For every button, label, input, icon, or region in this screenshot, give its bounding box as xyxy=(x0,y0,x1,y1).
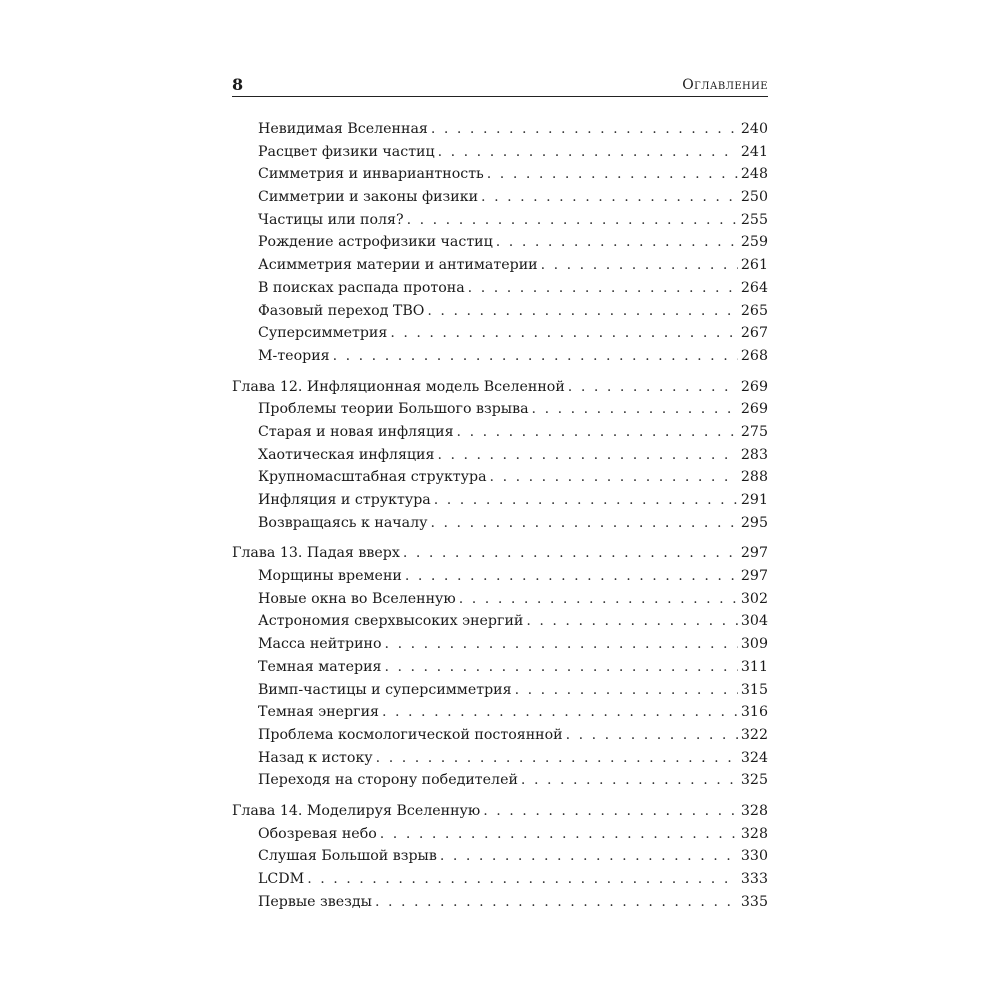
toc-section-entry xyxy=(232,588,768,611)
toc-entry-title: Проблемы теории Большого взрыва xyxy=(258,401,529,418)
toc-entry-page: 269 xyxy=(740,378,768,395)
dot-leader xyxy=(490,466,738,489)
toc-entry-page: 248 xyxy=(740,166,768,183)
running-header-title: Оглавление xyxy=(682,77,768,93)
dot-leader xyxy=(438,141,738,164)
toc-entry-page: 267 xyxy=(740,325,768,342)
toc-entry-page: 268 xyxy=(740,347,768,364)
toc-entry-page: 328 xyxy=(740,802,768,819)
dot-leader xyxy=(440,845,738,868)
toc-entry-title: Крупномасштабная структура xyxy=(258,469,487,486)
toc-entry-page: 316 xyxy=(740,704,768,721)
dot-leader xyxy=(468,277,738,300)
toc-section-entry xyxy=(232,701,768,724)
toc-entry-page: 283 xyxy=(740,446,768,463)
dot-leader xyxy=(427,300,738,323)
toc-entry-title: Назад к истоку xyxy=(258,749,373,766)
toc-entry-title: Астрономия сверхвысоких энергий xyxy=(258,613,524,630)
toc-entry-title: Морщины времени xyxy=(258,568,402,585)
toc-section-entry xyxy=(232,747,768,770)
running-header xyxy=(232,74,768,97)
toc-section-entry xyxy=(232,163,768,186)
dot-leader xyxy=(526,610,738,633)
toc-entry-page: 324 xyxy=(740,749,768,766)
toc-entry-page: 315 xyxy=(740,681,768,698)
toc-section-entry xyxy=(232,398,768,421)
dot-leader xyxy=(434,489,738,512)
toc-section-entry xyxy=(232,345,768,368)
toc-section-entry xyxy=(232,565,768,588)
page-number: 8 xyxy=(232,75,244,94)
toc-entry-page: 322 xyxy=(740,726,768,743)
toc-section-entry xyxy=(232,209,768,232)
toc-entry-page: 297 xyxy=(740,568,768,585)
toc-section-entry xyxy=(232,466,768,489)
toc-entry-page: 328 xyxy=(740,825,768,842)
dot-leader xyxy=(333,345,738,368)
toc-entry-page: 275 xyxy=(740,423,768,440)
toc-entry-title: Глава 14. Моделируя Вселенную xyxy=(232,802,481,819)
dot-leader xyxy=(407,209,738,232)
toc-entry-title: Хаотическая инфляция xyxy=(258,446,435,463)
toc-entry-title: Расцвет физики частиц xyxy=(258,143,435,160)
toc-entry-title: Глава 13. Падая вверх xyxy=(232,545,400,562)
dot-leader xyxy=(541,254,738,277)
toc-entry-title: Инфляция и структура xyxy=(258,492,431,508)
toc-section-entry xyxy=(232,322,768,345)
dot-leader xyxy=(566,724,738,747)
toc-section-entry xyxy=(232,891,768,914)
toc-entry-title: Обозревая небо xyxy=(258,825,377,842)
toc-entry-title: Масса нейтрино xyxy=(258,636,382,653)
dot-leader xyxy=(487,163,738,186)
toc-section-entry xyxy=(232,724,768,747)
toc-entry-page: 335 xyxy=(740,893,768,910)
dot-leader xyxy=(307,868,738,891)
toc-section-entry xyxy=(232,421,768,444)
toc-entry-title: LCDM xyxy=(258,871,305,887)
toc-entry-page: 304 xyxy=(740,613,768,630)
toc-entry-page: 264 xyxy=(740,279,768,296)
toc-entry-title: Частицы или поля? xyxy=(258,211,404,228)
toc-entry-page: 311 xyxy=(740,658,768,675)
dot-leader xyxy=(481,186,738,209)
toc-section-entry xyxy=(232,489,768,512)
toc-entry-title: Симметрии и законы физики xyxy=(258,189,479,206)
toc-entry-title: Возвращаясь к началу xyxy=(258,514,428,531)
table-of-contents xyxy=(232,118,768,913)
dot-leader xyxy=(405,565,738,588)
toc-entry-page: 269 xyxy=(740,401,768,418)
toc-entry-page: 265 xyxy=(740,302,768,319)
toc-section-entry xyxy=(232,845,768,868)
toc-entry-title: Суперсимметрия xyxy=(258,325,388,342)
toc-section-entry xyxy=(232,512,768,535)
dot-leader xyxy=(431,118,738,141)
dot-leader xyxy=(375,891,738,914)
toc-section-entry xyxy=(232,823,768,846)
toc-entry-title: Старая и новая инфляция xyxy=(258,423,454,440)
toc-entry-title: Проблема космологической постоянной xyxy=(258,726,563,743)
toc-entry-page: 309 xyxy=(740,636,768,653)
toc-entry-page: 241 xyxy=(740,143,768,160)
toc-section-entry xyxy=(232,300,768,323)
toc-entry-title: Фазовый переход ТВО xyxy=(258,302,425,319)
toc-entry-title: Рождение астрофизики частиц xyxy=(258,234,493,251)
toc-entry-title: Глава 12. Инфляционная модель Вселенной xyxy=(232,378,565,395)
toc-entry-page: 291 xyxy=(740,492,768,508)
dot-leader xyxy=(403,542,738,565)
dot-leader xyxy=(376,747,738,770)
toc-entry-page: 259 xyxy=(740,234,768,251)
toc-entry-title: Темная материя xyxy=(258,658,382,675)
dot-leader xyxy=(532,398,738,421)
toc-section-entry xyxy=(232,868,768,891)
dot-leader xyxy=(568,376,738,399)
toc-entry-title: Невидимая Вселенная xyxy=(258,121,428,137)
toc-section-entry xyxy=(232,656,768,679)
dot-leader xyxy=(459,588,738,611)
dot-leader xyxy=(483,800,738,823)
toc-entry-page: 333 xyxy=(740,871,768,887)
toc-section-entry xyxy=(232,444,768,467)
dot-leader xyxy=(431,512,738,535)
toc-section-entry xyxy=(232,277,768,300)
toc-section-entry xyxy=(232,610,768,633)
toc-entry-title: М-теория xyxy=(258,347,330,364)
toc-section-entry xyxy=(232,141,768,164)
toc-entry-title: Вимп-частицы и суперсимметрия xyxy=(258,681,512,698)
toc-entry-title: Первые звезды xyxy=(258,893,372,910)
dot-leader xyxy=(437,444,737,467)
toc-entry-title: Симметрия и инвариантность xyxy=(258,166,484,183)
toc-section-entry xyxy=(232,769,768,792)
toc-section-entry xyxy=(232,254,768,277)
toc-entry-title: Слушая Большой взрыв xyxy=(258,848,437,865)
dot-leader xyxy=(457,421,738,444)
dot-leader xyxy=(390,322,738,345)
toc-entry-page: 288 xyxy=(740,469,768,486)
toc-chapter-entry xyxy=(232,800,768,823)
toc-entry-page: 297 xyxy=(740,545,768,562)
toc-entry-title: Переходя на сторону победителей xyxy=(258,772,518,789)
toc-entry-page: 295 xyxy=(740,514,768,531)
toc-entry-title: Новые окна во Вселенную xyxy=(258,590,456,607)
toc-section-entry xyxy=(232,186,768,209)
toc-section-entry xyxy=(232,679,768,702)
toc-entry-page: 240 xyxy=(740,121,768,137)
dot-leader xyxy=(385,633,738,656)
dot-leader xyxy=(515,679,738,702)
toc-section-entry xyxy=(232,633,768,656)
toc-entry-title: Темная энергия xyxy=(258,704,379,721)
toc-chapter-entry xyxy=(232,376,768,399)
dot-leader xyxy=(521,769,738,792)
toc-section-entry xyxy=(232,231,768,254)
toc-entry-title: Асимметрия материи и антиматерии xyxy=(258,257,538,274)
toc-chapter-entry xyxy=(232,542,768,565)
dot-leader xyxy=(380,823,738,846)
toc-entry-page: 330 xyxy=(740,848,768,865)
dot-leader xyxy=(496,231,738,254)
toc-section-entry xyxy=(232,118,768,141)
toc-entry-page: 250 xyxy=(740,189,768,206)
toc-entry-page: 261 xyxy=(740,257,768,274)
dot-leader xyxy=(382,701,738,724)
dot-leader xyxy=(385,656,738,679)
toc-entry-page: 255 xyxy=(740,211,768,228)
toc-entry-page: 302 xyxy=(740,590,768,607)
toc-entry-title: В поисках распада протона xyxy=(258,279,465,296)
toc-entry-page: 325 xyxy=(740,772,768,789)
